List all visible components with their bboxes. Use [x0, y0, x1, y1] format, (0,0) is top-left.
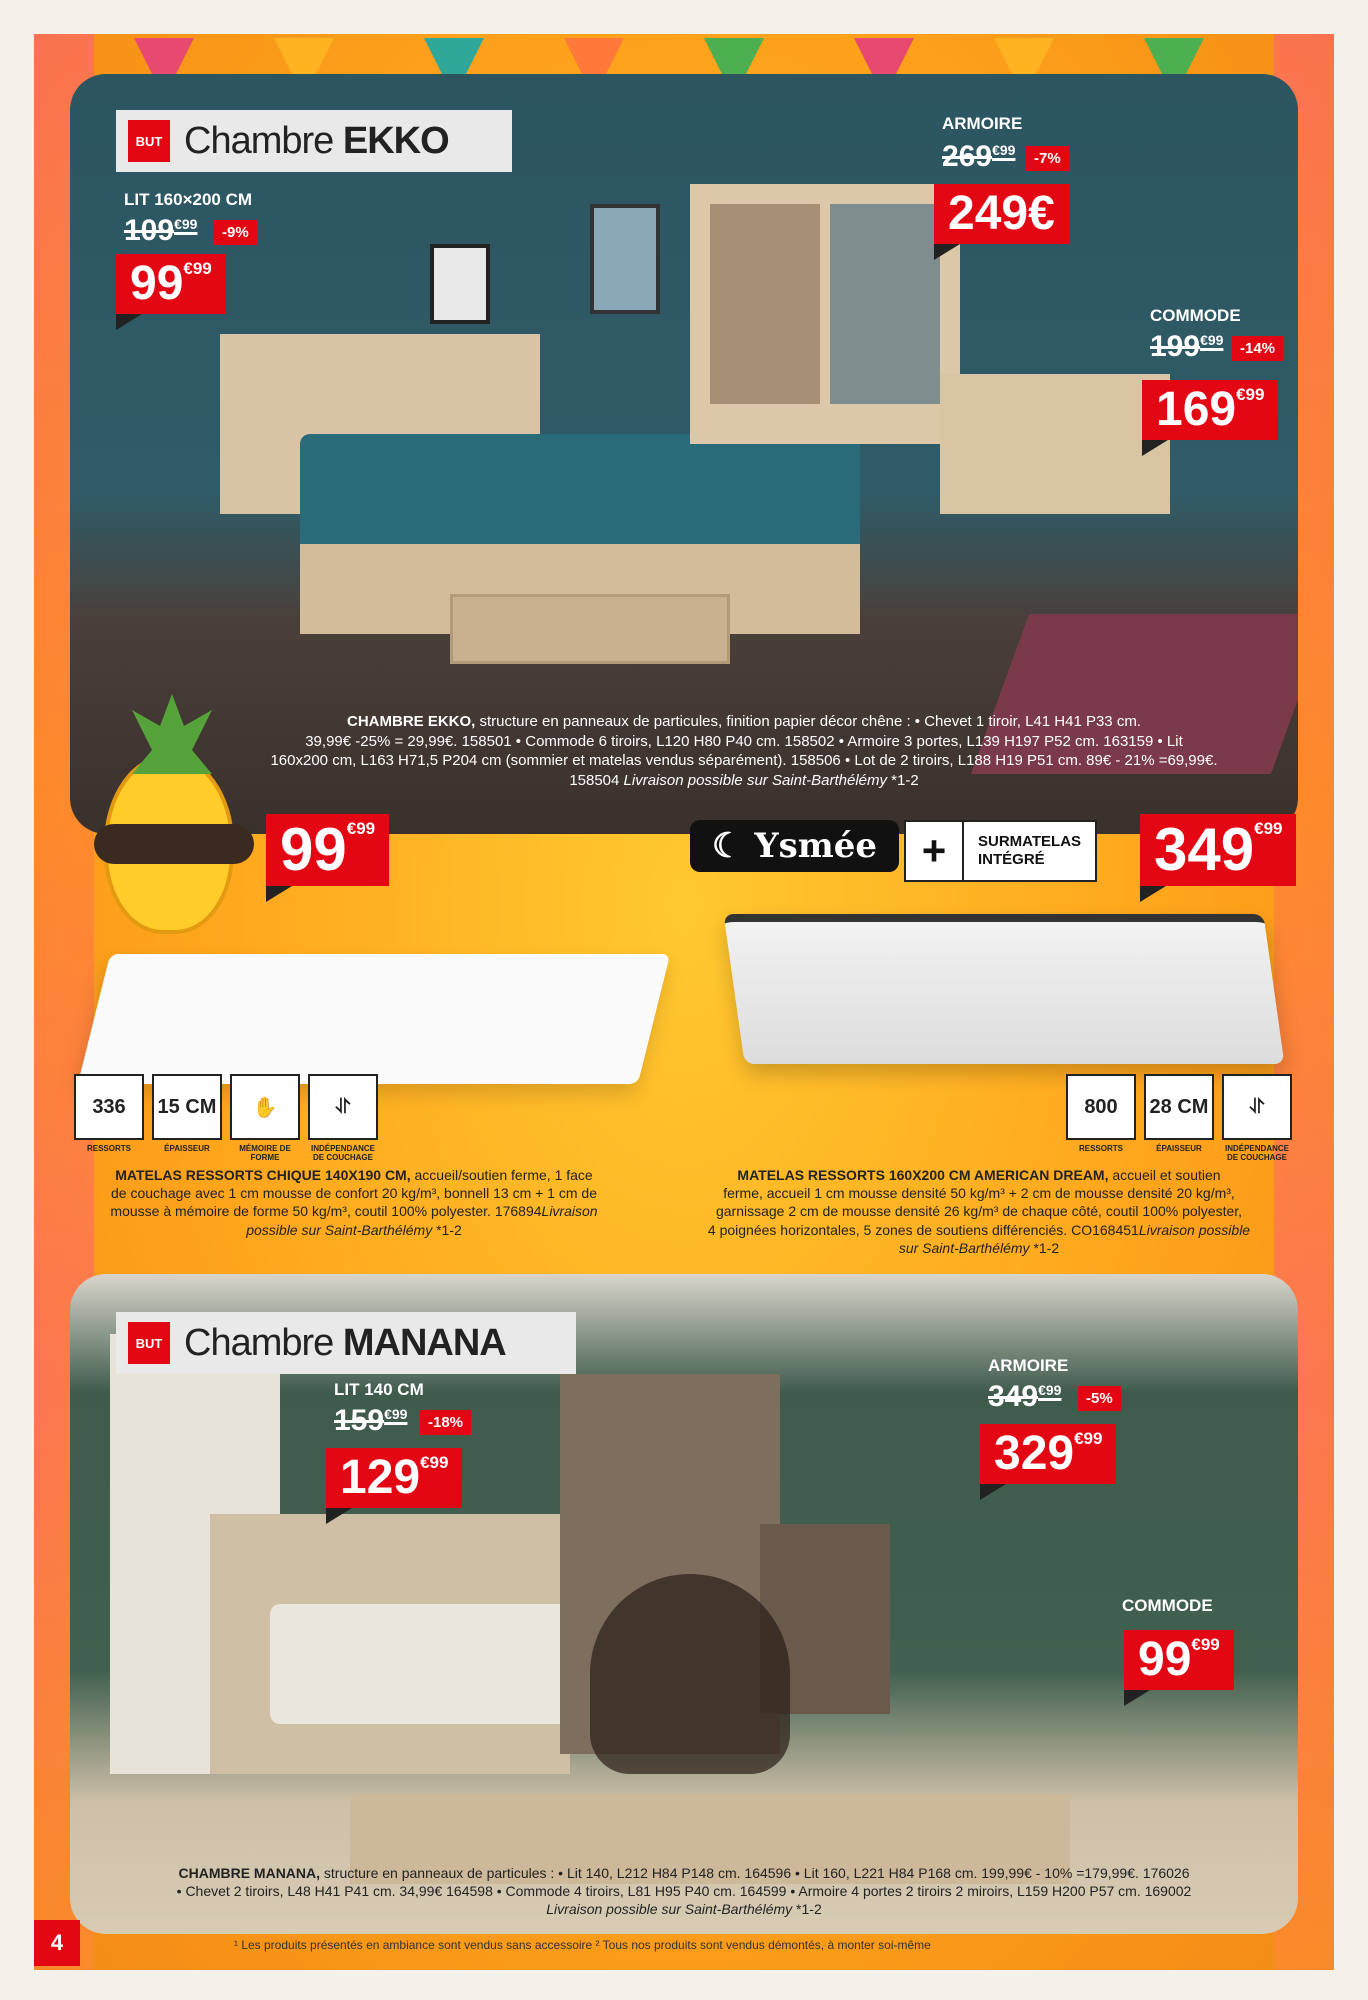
page-number: 4 [34, 1920, 80, 1966]
springs-count-icon: 336 [74, 1074, 144, 1140]
sunglasses-icon [94, 824, 254, 864]
footer-note: ¹ Les produits présentés en ambiance sont vendus sans accessoire ² Tous nos produits sont vendus démontés, à monter soi-même [234, 1938, 931, 1952]
manana-lit-discount: -18% [420, 1410, 471, 1435]
ysmee-mattress-image [723, 914, 1284, 1064]
but-logo: BUT [128, 1322, 170, 1364]
manana-lit-label: LIT 140 CM [334, 1380, 424, 1399]
manana-armoire-label: ARMOIRE [988, 1356, 1069, 1375]
ysmee-icon-captions: RESSORTS ÉPAISSEUR INDÉPENDANCE DE COUCHAGE [1078, 1144, 1289, 1162]
chique-icon-captions: RESSORTS ÉPAISSEUR MÉMOIRE DE FORME INDÉPENDANCE DE COUCHAGE [86, 1144, 375, 1162]
ekko-commode-discount: -14% [1232, 336, 1283, 361]
plus-icon: + [906, 822, 964, 880]
manana-lit-price: $129^{€99}$ [326, 1448, 462, 1508]
thickness-icon: 28 CM [1144, 1074, 1214, 1140]
manana-description: CHAMBRE MANANA, structure en panneaux de particules : • Lit 140, L212 H84 P148 cm. 164596 • Lit 160, L221 H84 P168 cm. 199,99€ - 10% =179,99€. 176026 • Chevet 2 tiroirs, L48 H41 P41 cm. 34,99€ 164598 • Commode 4 tiroirs, L81 H95 P40 cm. 164599 • Armoire 4 portes 2 tiroirs 2 miroirs, L159 H200 P57 cm. 169002 Livraison possible sur Saint-Barthélémy *1-2 [176, 1865, 1192, 1918]
chique-description: MATELAS RESSORTS CHIQUE 140X190 CM, accueil/soutien ferme, 1 face de couchage avec 1 cm mousse de confort 20 kg/m³, bonnell 13 cm + 1 cm de mousse à mémoire de forme 50 kg/m³, coutil 100% polyester. 176894Livraison possible sur Saint-Barthélémy *1-2 [110, 1167, 598, 1238]
chique-mattress-image [78, 954, 670, 1084]
ekko-lit-label: LIT 160×200 CM [124, 190, 253, 209]
manana-armoire-price: $329^{€99}$ [980, 1424, 1116, 1484]
ysmee-description: MATELAS RESSORTS 160X200 CM AMERICAN DREAM, accueil et soutien ferme, accueil 1 cm mousse densité 50 kg/m³ + 2 cm de mousse densité 20 kg/m³, garnissage 2 cm de mousse densité 26 kg/m³ de chaque côté, coutil 100% polyester, 4 poignées horizontales, 5 zones de soutiens différenciés. CO168451Livraison possible sur Saint-Barthélémy *1-2 [707, 1167, 1251, 1256]
manana-commode-price: $99^{€99}$ [1124, 1630, 1234, 1690]
ekko-commode-old-price: $199^{€99}$ [1150, 330, 1224, 363]
thickness-icon: 15 CM [152, 1074, 222, 1140]
hand-icon: ✋ [230, 1074, 300, 1140]
ekko-description: CHAMBRE EKKO, structure en panneaux de particules, finition papier décor chêne : • Chevet 1 tiroir, L41 H41 P33 cm. 39,99€ -25% = 29,99€. 158501 • Commode 6 tiroirs, L120 H80 P40 cm. 158502 • Armoire 3 portes, L139 H197 P52 cm. 163159 • Lit 160x200 cm, L163 H71,5 P204 cm (sommier et matelas vendus séparément). 158506 • Lot de 2 tiroirs, L188 H19 P51 cm. 89€ - 21% =69,99€. 158504 Livraison possible sur Saint-Barthélémy *1-2 [270, 713, 1218, 789]
ysmee-price: $349^{€99}$ [1140, 814, 1296, 886]
springs-icon: ⥯ [308, 1074, 378, 1140]
ekko-armoire-discount: -7% [1026, 146, 1069, 171]
manana-armoire-discount: -5% [1078, 1386, 1121, 1411]
chique-price: $99^{€99}$ [266, 814, 389, 886]
ekko-armoire-old-price: $269^{€99}$ [942, 140, 1016, 173]
ekko-commode-price: $169^{€99}$ [1142, 380, 1278, 440]
manana-lit-old-price: $159^{€99}$ [334, 1404, 408, 1437]
ekko-lit-discount: -9% [214, 220, 257, 245]
chique-feature-icons [74, 1074, 378, 1140]
but-logo: BUT [128, 120, 170, 162]
springs-count-icon: 800 [1066, 1074, 1136, 1140]
ekko-commode-label: COMMODE [1150, 306, 1241, 325]
surmatelas-badge: + SURMATELAS INTÉGRÉ [904, 820, 1097, 882]
manana-title-bar [116, 1312, 576, 1374]
ekko-lit-price: $99^{€99}$ [116, 254, 226, 314]
manana-title: Chambre MANANA [184, 1321, 506, 1364]
flyer-page [34, 34, 1334, 1970]
ekko-title: Chambre EKKO [184, 119, 449, 162]
ysmee-brand-logo: ☾ Ysmée [690, 820, 899, 872]
ekko-lit-old-price: $109^{€99}$ [124, 214, 198, 247]
manana-armoire-old-price: $349^{€99}$ [988, 1380, 1062, 1413]
ysmee-feature-icons [1066, 1074, 1292, 1140]
ekko-armoire-label: ARMOIRE [942, 114, 1023, 133]
ekko-title-bar [116, 110, 512, 172]
ekko-armoire-price: 249€ [934, 184, 1069, 244]
springs-icon: ⥯ [1222, 1074, 1292, 1140]
manana-commode-label: COMMODE [1122, 1596, 1213, 1615]
